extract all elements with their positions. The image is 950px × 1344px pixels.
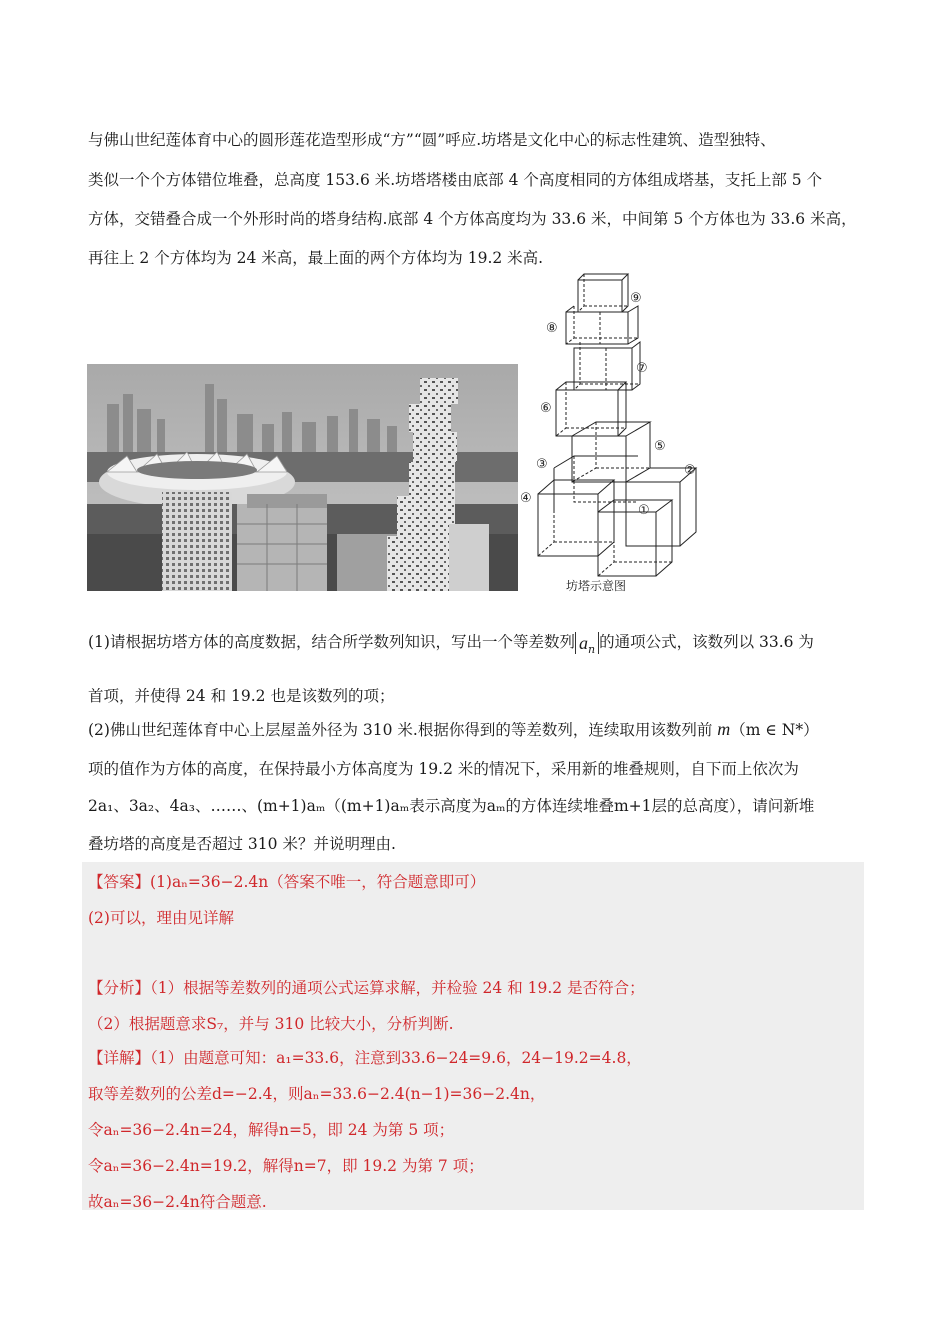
- answer-line-1: [88, 870, 485, 892]
- tower-diagram: [520, 272, 706, 596]
- q2-cond: （m ∈ N*）: [730, 721, 819, 739]
- diagram-caption: 坊塔示意图: [566, 579, 627, 593]
- label-9: ⑨: [630, 291, 642, 306]
- question-1-line-2: 首项，并使得 24 和 19.2 也是该数列的项；: [88, 687, 395, 705]
- q1-var: a: [578, 633, 588, 653]
- detail-line-4: 令aₙ=36−2.4n=19.2，解得n=7，即 19.2 为第 7 项；: [88, 1157, 484, 1175]
- q1-text-a: (1)请根据坊塔方体的高度数据，结合所学数列知识，写出一个等差数列: [88, 633, 575, 651]
- detail-label: 【详解】: [88, 1049, 151, 1067]
- question-1-line-1: [88, 630, 814, 657]
- label-5: ⑤: [654, 439, 666, 454]
- answer-line-2: (2)可以，理由见详解: [88, 909, 234, 927]
- analysis-line-1: [88, 976, 645, 998]
- intro-line-4: 再往上 2 个方体均为 24 米高，最上面的两个方体均为 19.2 米高.: [88, 249, 544, 267]
- q1-text-b: 的通项公式，该数列以 33.6 为: [599, 633, 814, 651]
- question-2-line-4: 叠坊塔的高度是否超过 310 米？并说明理由.: [88, 835, 396, 853]
- detail-line-1: [88, 1046, 642, 1068]
- q2-text-a: (2)佛山世纪莲体育中心上层屋盖外径为 310 米.根据你得到的等差数列，连续取用该数列前: [88, 721, 713, 739]
- question-2-line-3: 2a₁、3a₂、4a₃、……、(m+1)aₘ（(m+1)aₘ表示高度为aₘ的方体连续堆叠m+1层的总高度），请问新堆: [88, 797, 815, 815]
- question-2-line-1: [88, 718, 819, 740]
- analysis-1: （1）根据等差数列的通项公式运算求解，并检验 24 和 19.2 是否符合；: [150, 979, 645, 997]
- label-3: ③: [536, 457, 548, 472]
- answer-1: (1)aₙ=36−2.4n（答案不唯一，符合题意即可）: [150, 873, 486, 891]
- analysis-label: 【分析】: [88, 979, 151, 997]
- label-2: ②: [684, 463, 696, 478]
- label-1: ①: [638, 503, 650, 518]
- label-7: ⑦: [636, 361, 648, 376]
- detail-line-2: 取等差数列的公差d=−2.4，则aₙ=33.6−2.4(n−1)=36−2.4n，: [88, 1085, 546, 1103]
- label-8: ⑧: [546, 321, 558, 336]
- q2-m: m: [717, 719, 731, 739]
- detail-1: （1）由题意可知：a₁=33.6，注意到33.6−24=9.6，24−19.2=4.8，: [150, 1049, 642, 1067]
- intro-line-2: 类似一个个方体错位堆叠，总高度 153.6 米.坊塔塔楼由底部 4 个高度相同的方体组成塔基，支托上部 5 个: [88, 171, 823, 189]
- detail-line-3: 令aₙ=36−2.4n=24，解得n=5，即 24 为第 5 项；: [88, 1121, 455, 1139]
- label-6: ⑥: [540, 401, 552, 416]
- intro-line-1: 与佛山世纪莲体育中心的圆形莲花造型形成“方”“圆”呼应.坊塔是文化中心的标志性建筑、造型独特、: [88, 131, 776, 149]
- detail-line-5: 故aₙ=36−2.4n符合题意.: [88, 1193, 267, 1211]
- label-4: ④: [520, 491, 532, 506]
- question-2-line-2: 项的值作为方体的高度，在保持最小方体高度为 19.2 米的情况下，采用新的堆叠规则，自下而上依次为: [88, 760, 799, 778]
- analysis-line-2: （2）根据题意求S₇，并与 310 比较大小，分析判断.: [88, 1015, 454, 1033]
- tower-photo: [87, 364, 518, 591]
- q1-sub: n: [587, 643, 596, 657]
- intro-line-3: 方体，交错叠合成一个外形时尚的塔身结构.底部 4 个方体高度均为 33.6 米，中间第 5 个方体也为 33.6 米高，: [88, 210, 857, 228]
- answer-label: 【答案】: [88, 873, 151, 891]
